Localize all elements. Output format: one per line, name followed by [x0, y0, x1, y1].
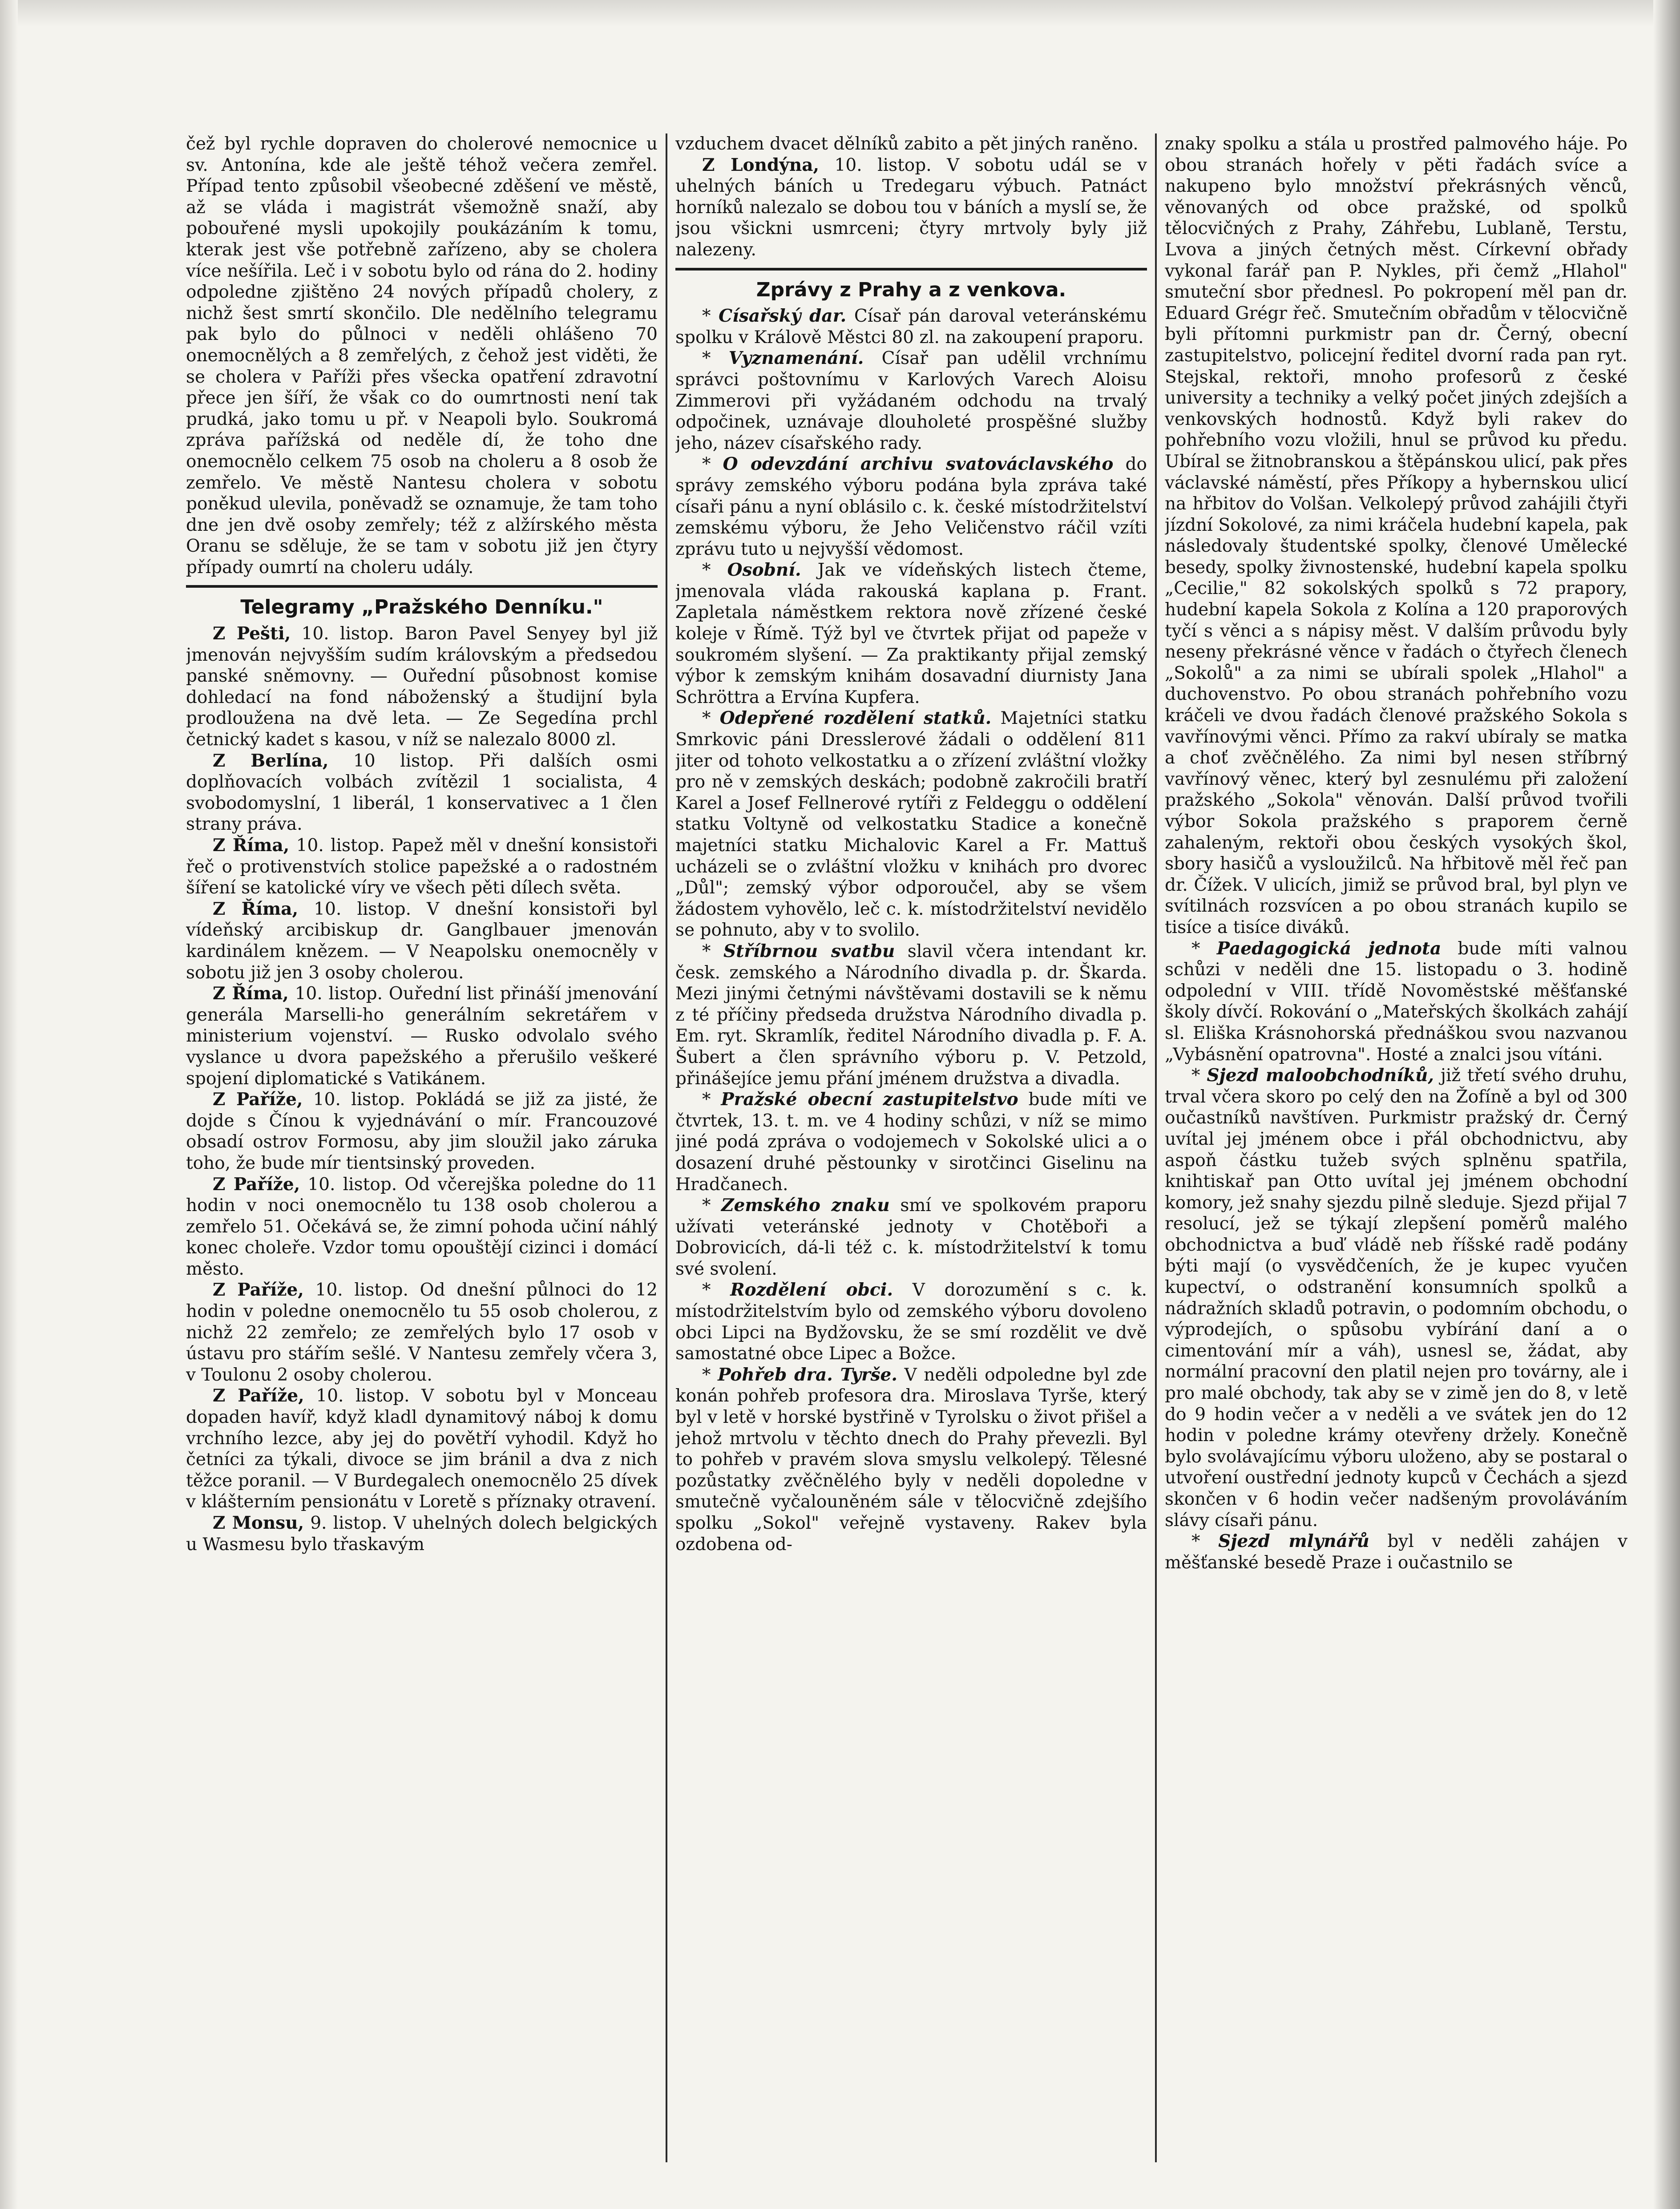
telegram-item [186, 1174, 658, 1280]
column-2 [675, 133, 1147, 2162]
telegram-text: 10. listop. V dnešní konsistoři byl vídeňský arcibiskup dr. Ganglbauer jmenován kardinálem knězem. — V Neapolsku onemocněly v sobotu již jen 3 osoby cholerou. [186, 899, 658, 983]
column-3 [1165, 133, 1628, 2162]
news-keyword: Vyznamenání. [728, 348, 864, 369]
telegram-item [186, 835, 658, 899]
news-item: * Osobní. Jak ve vídeňských listech čteme, jmenovala vláda rakouská kaplana p. Frant. Zapletala náměstkem rektora nově zřízené české koleje v Římě. Týž byl ve čtvrtek přijat od papeže v soukromém slyšení. — Za praktikanty přijal zemský výbor k zemským knihám dosavadní diurnisty Jana Schröttra a Ervína Kupfera. [675, 560, 1147, 707]
telegram-text: 10. listop. Od dnešní půlnoci do 12 hodin v poledne onemocnělo tu 55 osob cholerou, z nichž 22 zemřelo; ze zemřelých bylo 17 osob v ústavu pro stářím sešlé. V Nantesu zemřely včera 3, v Toulonu 2 osoby cholerou. [186, 1280, 658, 1385]
news-keyword: O odevzdání archivu svatováclavského [723, 454, 1114, 475]
telegram-item [186, 1385, 658, 1513]
scan-left-edge [0, 0, 18, 2209]
telegram-text: 10 listop. Při dalších osmi doplňovacích volbách zvítězil 1 socialista, 4 svobodomyslní, 1 liberál, 1 konservativec a 1 člen strany práva. [186, 751, 658, 835]
news-text: smí ve spolkovém praporu užívati veteránské jednoty v Chotěboři a Dobrovicích, dá-li též c. k. místodržitelství k tomu své svolení. [675, 1195, 1147, 1279]
telegram-text: 10. listop. Papež měl v dnešní konsistoři řeč o protivenstvích stolice papežské a o radostném šíření se katolické víry ve všech pěti dílech světa. [186, 836, 658, 898]
telegram-dateline: Z Pešti, [213, 623, 291, 644]
news-keyword: Rozdělení obci. [730, 1280, 893, 1300]
scan-right-edge [1653, 0, 1680, 2209]
telegram-item [186, 1089, 658, 1174]
news-text: slavil včera intendant kr. česk. zemského a Národního divadla p. dr. Škarda. Mezi jinými četnými návštěvami dostavili se k němu z té příčiny předseda družstva Národního divadla p. Em. ryt. Skramlík, ředitel Národního divadla p. F. A. Šubert a člen správního výboru p. V. Petzold, přinášejíce jemu přání jménem družstva a divadla. [675, 941, 1147, 1089]
column-divider-1 [666, 133, 667, 2162]
news-item: * Rozdělení obci. V dorozumění s c. k. místodržitelstvím bylo od zemského výboru dovoleno obci Lipci na Bydžovsku, že se smí rozdělit ve dvě samostatné obce Lipec a Božce. [675, 1280, 1147, 1364]
telegram-dateline: Z Paříže, [213, 1385, 304, 1406]
news-keyword: Odepřené rozdělení statků. [719, 708, 992, 729]
news-item: * Císařský dar. Císař pán daroval veteránskému spolku v Králově Městci 80 zl. na zakoupení praporu. [675, 306, 1147, 347]
news-keyword: Pražské obecní zastupitelstvo [721, 1089, 1018, 1110]
telegram-text: 10. listop. Od včerejška poledne do 11 hodin v noci onemocnělo tu 138 osob cholerou a zemřelo 51. Očekává se, že zimní pohoda učiní náhlý konec choleře. Vzdor tomu opouštějí cizinci i domácí město. [186, 1174, 658, 1279]
news-item: * Pražské obecní zastupitelstvo bude míti ve čtvrtek, 13. t. m. ve 4 hodiny schůzi, v níž se mimo jiné podá zpráva o vodojemech v Sokolské ulici a o dosazení druhé pěstounky v sirotčinci Giselinu na Hradčanech. [675, 1089, 1147, 1195]
news-text: do správy zemského výboru podána byla zpráva také císaři pánu a nyní oblásilo c. k. české místodržitelství zemskému výboru, že Jeho Veličenstvo ráčil vzíti zprávu tuto u nejvyšší vědomost. [675, 454, 1147, 559]
telegram-item [675, 155, 1147, 261]
news-item: * Odepřené rozdělení statků. Majetníci statku Smrkovic páni Dresslerové žádali o oddělení 811 jiter od tohoto velkostatku a o zřízení zvláštní vložky pro ně v zemských deskách; podobně zakročili bratří Karel a Josef Fellnerové rytíři z Feldeggu o oddělení statku Voltyně od velkostatku Stadice a konečně majetníci statku Michalovic Karel a Fr. Mattuš ucházeli se o zvláštní vložku v knihách pro dvorec „Důl"; zemský výbor odporoučel, aby se všem žádostem vyhovělo, leč c. k. místodržitelství nevidělo se pohnuto, aby v to svolilo. [675, 708, 1147, 941]
news-text: V dorozumění s c. k. místodržitelstvím bylo od zemského výboru dovoleno obci Lipci na Bydžovsku, že se smí rozdělit ve dvě samostatné obce Lipec a Božce. [675, 1280, 1147, 1364]
telegram-item [186, 1280, 658, 1385]
news-text: V neděli odpoledne byl zde konán pohřeb profesora dra. Miroslava Tyrše, který byl v letě v horské bystřině v Tyrolsku o život přišel a jehož mrtvolu v těchto dnech do Prahy převezli. Byl to pohřeb v pravém slova smyslu velkolepý. Tělesné pozůstatky zvěčnělého byly v neděli dopoledne v smutečně vyčalouněném sále v tělocvičně zdejšího spolku „Sokol" veřejně vystaveny. Rakev byla ozdobena od- [675, 1365, 1147, 1555]
news-text: bude míti valnou schůzi v neděli dne 15. listopadu o 3. hodině odpolední v VIII. třídě Novoměstské měšťanské školy dívčí. Rokování o „Mateřských školkách zahájí sl. Eliška Krásnohorská přednáškou svou nazvanou „Vybásnění opatrovna". Hosté a znalci jsou vítáni. [1165, 938, 1628, 1065]
telegram-item [186, 983, 658, 1089]
news-text: Jak ve vídeňských listech čteme, jmenovala vláda rakouská kaplana p. Frant. Zapletala náměstkem rektora nově zřízené české koleje v Římě. Týž byl ve čtvrtek přijat od papeže v soukromém slyšení. — Za praktikanty přijal zemský výbor k zemským knihám dosavadní diurnisty Jana Schröttra a Ervína Kupfera. [675, 560, 1147, 707]
cholera-report-continued: čež byl rychle dopraven do cholerové nemocnice u sv. Antonína, kde ale ještě téhož večera zemřel. Případ tento způsobil všeobecné zděšení ve městě, až se vláda i magistrát všemožně snaží, aby pobouřené mysli upokojily poukázáním k tomu, kterak jest vše potřebně zařízeno, aby se cholera více nešířila. Leč i v sobotu bylo od rána do 2. hodiny odpoledne zjištěno 24 nových případů cholery, z nichž šest smrtí skončilo. Dle nedělního telegramu pak bylo do půlnoci v neděli ohlášeno 70 onemocnělých a 8 zemřelých, z čehož jest viděti, že se cholera v Paříži přes všecka opatření zdravotní přece jen šíří, že však co do oumrtnosti není tak prudká, jako tomu u př. v Neapoli bylo. Soukromá zpráva pařížská od neděle dí, že toho dne onemocnělo celkem 75 osob na choleru a 8 osob že zemřelo. Ve městě Nantesu cholera v sobotu poněkud ulevila, poněvadž se oznamuje, že tam toho dne jen dvě osoby zemřely; též z alžírského města Oranu se sděluje, že se tam v sobotu již jen čtyry případy oumrtí na choleru udály. [186, 134, 658, 577]
news-item: * Paedagogická jednota bude míti valnou schůzi v neděli dne 15. listopadu o 3. hodině odpolední v VIII. třídě Novoměstské měšťanské školy dívčí. Rokování o „Mateřských školkách zahájí sl. Eliška Krásnohorská přednáškou svou nazvanou „Vybásnění opatrovna". Hosté a znalci jsou vítáni. [1165, 938, 1628, 1065]
telegrams-heading: Telegramy „Pražského Denníku." [240, 596, 603, 619]
news-item: * Vyznamenání. Císař pan udělil vrchnímu správci poštovnímu v Karlových Varech Aloisu Zimmerovi při vyžádaném odchodu na trvalý odpočinek, uznávaje dlouholeté prospěšné služby jeho, název císařského rady. [675, 348, 1147, 453]
telegram-text: 10. listop. Pokládá se již za jisté, že dojde s Čínou k vyjednávání o mír. Francouzové obsadí ostrov Formosu, aby jim sloužil jako záruka toho, že bude mír tientsinský proveden. [186, 1090, 658, 1173]
news-item: * Pohřeb dra. Tyrše. V neděli odpoledne byl zde konán pohřeb profesora dra. Miroslava Tyrše, který byl v letě v horské bystřině v Tyrolsku o život přišel a jehož mrtvolu v těchto dnech do Prahy převezli. Byl to pohřeb v pravém slova smyslu velkolepý. Tělesné pozůstatky zvěčnělého byly v neděli dopoledne v smutečně vyčalouněném sále v tělocvičně zdejšího spolku „Sokol" veřejně vystaveny. Rakev byla ozdobena od- [675, 1364, 1147, 1555]
telegram-item [186, 751, 658, 835]
news-item: * Sjezd mlynářů byl v neděli zahájen v měšťanské besedě Praze i oučastnilo se [1165, 1531, 1628, 1573]
news-keyword: Sjezd mlynářů [1218, 1531, 1369, 1552]
telegram-dateline: Z Berlína, [213, 750, 329, 771]
news-text: byl v neděli zahájen v měšťanské besedě Praze i oučastnilo se [1165, 1531, 1628, 1573]
telegram-dateline: Z Paříže, [213, 1089, 303, 1110]
telegram-dateline: Z Londýna, [702, 154, 820, 175]
telegram-dateline: Z Říma, [213, 983, 289, 1004]
telegram-text: 10. listop. Ouřední list přináší jmenování generála Marselli-ho generálním sekretářem v ministerium vojenství. — Rusko odvolalo svého vyslance u dvora papežského a přerušilo veškeré spojení diplomatické s Vatikánem. [186, 984, 658, 1089]
telegram-dateline: Z Paříže, [213, 1174, 300, 1195]
news-keyword: Sjezd maloobchodníků, [1207, 1065, 1434, 1086]
telegram-text: 9. listop. V uhelných dolech belgických u Wasmesu bylo třaskavým [186, 1513, 658, 1555]
mons-telegram-continued: vzduchem dvacet dělníků zabito a pět jiných raněno. [675, 134, 1139, 154]
news-text: Majetníci statku Smrkovic páni Dresslerové žádali o oddělení 811 jiter od tohoto velkostatku a o zřízení zvláštní vložky pro ně v zemských deskách; podobně zakročili bratří Karel a Josef Fellnerové rytíři z Feldeggu o oddělení statku Voltyně od velkostatku Stadice a konečně majetníci statku Michalovic Karel a Fr. Mattuš ucházeli se o zvláštní vložku v knihách pro dvorec „Důl"; zemský výbor odporoučel, aby se všem žádostem vyhovělo, leč c. k. místodržitelství nevidělo se pohnuto, aby v to svolilo. [675, 708, 1147, 941]
newspaper-page [186, 133, 1628, 2180]
news-text: bude míti ve čtvrtek, 13. t. m. ve 4 hodiny schůzi, v níž se mimo jiné podá zpráva o vodojemech v Sokolské ulici a o dosazení druhé pěstounky v sirotčinci Giselinu na Hradčanech. [675, 1090, 1147, 1195]
telegram-item [186, 623, 658, 751]
telegram-dateline: Z Paříže, [213, 1280, 304, 1300]
news-keyword: Paedagogická jednota [1216, 938, 1442, 959]
telegram-dateline: Z Monsu, [213, 1513, 304, 1533]
telegram-text: 10. listop. Baron Pavel Senyey byl již jmenován nejvyšším sudím královským a předsedou panské sněmovny. — Ouřední působnost komise dohledací na fond náboženský a študijní byla prodloužena na dvě leta. — Ze Segedína prchl četnický kadet s kasou, v níž se nalezalo 8000 zl. [186, 624, 658, 750]
telegram-item [186, 1513, 658, 1555]
news-item: * Zemského znaku smí ve spolkovém praporu užívati veteránské jednoty v Chotěboři a Dobrovicích, dá-li též c. k. místodržitelství k tomu své svolení. [675, 1195, 1147, 1279]
scan-top-edge [0, 0, 1680, 27]
news-text: již třetí svého druhu, trval včera skoro po celý den na Žofíně a byl od 300 oučastníků navštíven. Purkmistr pražský dr. Černý uvítal jej jménem obce i přál obchodnictvu, aby aspoň částku tužeb svých splněnu spatřila, knihtiskař pan Otto uvítal jej jménem obchodní komory, jež snahy sjezdu pilně sleduje. Sjezd přijal 7 resolucí, jež se týkají zlepšení poměrů malého obchodnictva a buď vládě neb říšské radě podány býti mají (o vysvědčeních, že je kupec vyučen kupectví, o odstranění konsumních spolků a nádražních skladů potravin, o podomním obchodu, o výprodejích, o spůsobu vybírání daní a o cimentování mír a váh), usnesl se, žádat, aby normální pracovní den platil nejen pro továrny, ale i pro malé obchody, tak aby se v zimě jen do 8, v letě do 9 hodin večer a v neděli a ve svátek jen do 12 hodin v poledne krámy otevřeny držely. Konečně bylo svolávajícímu výboru uloženo, aby se postaral o utvoření oustřední jednoty kupců v Čechách a sjezd skončen v 6 hodin večer nadšeným provoláváním slávy císaři pánu. [1165, 1066, 1628, 1531]
column-divider-2 [1155, 133, 1157, 2162]
news-keyword: Císařský dar. [719, 306, 847, 327]
news-text: Císař pan udělil vrchnímu správci poštovnímu v Karlových Varech Aloisu Zimmerovi při vyžádaném odchodu na trvalý odpočinek, uznávaje dlouholeté prospěšné služby jeho, název císařského rady. [675, 348, 1147, 453]
local-news-heading: Zprávy z Prahy a z venkova. [756, 278, 1066, 301]
telegram-dateline: Z Říma, [213, 898, 299, 919]
news-text: Císař pán daroval veteránskému spolku v Králově Městci 80 zl. na zakoupení praporu. [675, 306, 1147, 347]
section-divider [186, 585, 658, 588]
telegram-text: 10. listop. V sobotu udál se v uhelných báních u Tredegaru výbuch. Patnáct horníků nalezalo se dobou tou v báních a myslí se, že jsou všickni usmrceni; čtyry mrtvoly byly již nalezeny. [675, 155, 1147, 260]
news-keyword: Osobní. [727, 560, 801, 581]
news-item: * Stříbrnou svatbu slavil včera intendant kr. česk. zemského a Národního divadla p. dr. Škarda. Mezi jinými četnými návštěvami dostavili se k němu z té příčiny předseda družstva Národního divadla p. Em. ryt. Skramlík, ředitel Národního divadla p. F. A. Šubert a člen správního výboru p. V. Petzold, přinášejíce jemu přání jménem družstva a divadla. [675, 941, 1147, 1089]
news-item: * O odevzdání archivu svatováclavského do správy zemského výboru podána byla zpráva také císaři pánu a nyní oblásilo c. k. české místodržitelství zemskému výboru, že Jeho Veličenstvo ráčil vzíti zprávu tuto u nejvyšší vědomost. [675, 454, 1147, 559]
news-keyword: Pohřeb dra. Tyrše. [718, 1364, 897, 1385]
telegram-dateline: Z Říma, [213, 835, 290, 856]
telegram-item [186, 899, 658, 983]
news-keyword: Zemského znaku [721, 1195, 890, 1216]
funeral-report-continued: znaky spolku a stála u prostřed palmového háje. Po obou stranách hořely v pěti řadách svíce a nakupeno bylo množství překrásných věnců, věnovaných od obce pražské, od spolků tělocvičných z Prahy, Záhřebu, Lublaně, Terstu, Lvova a jiných četných měst. Církevní obřady vykonal farář pan P. Nykles, při čemž „Hlahol" smuteční sbor přednesl. Po pokropení měl pan dr. Eduard Grégr řeč. Smutečním obřadům v tělocvičně byli přítomni purkmistr pan dr. Černý, obecní zastupitelstvo, policejní ředitel dvorní rada pan ryt. Stejskal, rektoři, mnoho profesorů z české university a techniky a velký počet jiných zdejších a venkovských hodnostů. Když byli rakev do pohřebního vozu vložili, hnul se průvod ku předu. Ubíral se žitnobranskou a štěpánskou ulicí, pak přes václavské náměstí, přes Příkopy a hybernskou ulicí na hřbitov do Volšan. Velkolepý průvod zahájili čtyři jízdní Sokolové, za nimi kráčela hudební kapela, pak následovaly študentské spolky, členové Umělecké besedy, spolky živnostenské, hudební kapela spolku „Cecilie," 82 sokolských spolků s 72 prapory, hudební kapela Sokola z Kolína a 120 praporových tyčí s věnci a s nápisy měst. V dalším průvodu byly neseny překrásné věnce v řadách o čtyřech členech „Sokolů" a za nimi se ubírali spolek „Hlahol" a duchovenstvo. Po obou stranách pohřebního vozu kráčeli ve dvou řadách členové pražského Sokola s vavřínovými věnci. Přímo za rakví ubíraly se matka a choť zvěčnělého. Za nimi byl nesen stříbrný vavřínový věnec, který byl zesnulému při založení pražského „Sokola" věnován. Další průvod tvořili výbor Sokola pražského s praporem černě zahaleným, rektoři obou českých vysokých škol, sbory hasičů a vysloužilců. Na hřbitově měl řeč pan dr. Čížek. V ulicích, jimiž se průvod bral, byl plyn ve svítilnách rozsvícen a po obou stranách kupilo se tisíce a tisíce diváků. [1165, 134, 1628, 937]
news-keyword: Stříbrnou svatbu [723, 941, 895, 961]
column-1 [186, 133, 658, 2162]
news-item: * Sjezd maloobchodníků, již třetí svého druhu, trval včera skoro po celý den na Žofíně a byl od 300 oučastníků navštíven. Purkmistr pražský dr. Černý uvítal jej jménem obce i přál obchodnictvu, aby aspoň částku tužeb svých splněnu spatřila, knihtiskař pan Otto uvítal jej jménem obchodní komory, jež snahy sjezdu pilně sleduje. Sjezd přijal 7 resolucí, jež se týkají zlepšení poměrů malého obchodnictva a buď vládě neb říšské radě podány býti mají (o vysvědčeních, že je kupec vyučen kupectví, o odstranění konsumních spolků a nádražních skladů potravin, o podomním obchodu, o výprodejích, o spůsobu vybírání daní a o cimentování mír a váh), usnesl se, žádat, aby normální pracovní den platil nejen pro továrny, ale i pro malé obchody, tak aby se v zimě jen do 8, v letě do 9 hodin večer a v neděli a ve svátek jen do 12 hodin v poledne krámy otevřeny držely. Konečně bylo svolávajícímu výboru uloženo, aby se postaral o utvoření oustřední jednoty kupců v Čechách a sjezd skončen v 6 hodin večer nadšeným provoláváním slávy císaři pánu. [1165, 1065, 1628, 1531]
telegram-text: 10. listop. V sobotu byl v Monceau dopaden havíř, když kladl dynamitový náboj k domu vrchního lezce, aby jej do povětří vyhodil. Když ho četníci za týkali, divoce se jim bránil a dva z nich těžce poranil. — V Burdegalech onemocnělo 25 dívek v klášterním pensionátu v Loretě s příznaky otravení. [186, 1386, 658, 1512]
section-divider [675, 268, 1147, 271]
